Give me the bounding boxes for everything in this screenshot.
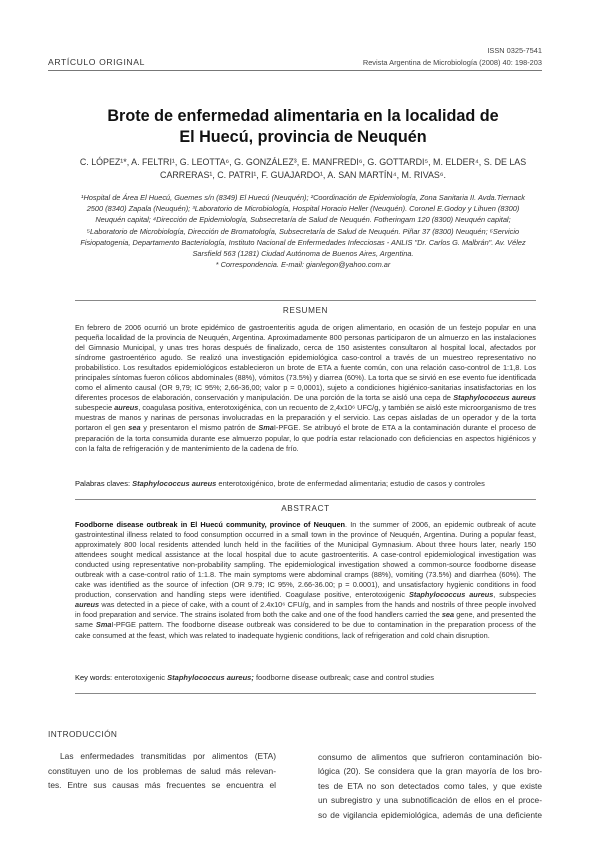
abstract-text-4: gene, and presented the same bbox=[75, 610, 536, 630]
title-line: El Huecú, provincia de Neuquén bbox=[179, 128, 427, 146]
resumen-enzyme: Sma bbox=[258, 423, 274, 433]
resumen-text bbox=[75, 323, 536, 454]
key-words-species: Staphylococcus aureus; bbox=[167, 673, 254, 682]
abstract-text bbox=[75, 520, 536, 641]
resumen-heading: RESUMEN bbox=[282, 306, 329, 315]
palabras-clave-label: Palabras claves: bbox=[75, 479, 131, 488]
abstract-text-2: , subspecies bbox=[493, 590, 536, 600]
abstract-lead-title: Foodborne disease outbreak in El Huecú community, province of Neuquen bbox=[75, 520, 346, 529]
header-rule bbox=[48, 70, 542, 71]
issn: ISSN 0325-7541 bbox=[487, 46, 542, 55]
resumen-species-1: Staphylococcus aureus bbox=[453, 393, 536, 403]
abstract-enzyme: Sma bbox=[95, 620, 112, 630]
key-words bbox=[75, 673, 536, 683]
body-line: Las enfermedades transmitidas por alimentos (ETA) bbox=[60, 751, 276, 762]
palabras-clave bbox=[75, 479, 536, 489]
body-column-left bbox=[48, 727, 276, 793]
affiliation-text: ¹Hospital de Área El Huecú, Guemes s/n (8349) El Huecú (Neuquén); ²Coordinación de Epidemiología, Zona Sanitaria II. Avda.Tiernack 2500 (8340) Zapala (Neuquén); ³Laboratorio de Microbiología, Hospital Horacio Heller (Neuquén). Coronel E.Godoy y Lihuen (8300) Neuquén capital; ⁴Dirección de Epidemiología, Subsecretaría de Salud de Neuquén. Fotheringam 120 (8300) Neuquén capital; ⁵Laboratorio de Microbiología, Dirección de Bromatología, Subsecretaría de Salud de Neuquén. Piñar 37 (8300) Neuquén; ⁶Servicio Fisiopatogenia, Departamento Bacteriología, Instituto Nacional de Enfermedades Infecciosas - ANLIS "Dr. Carlos G. Malbrán". Av. Vélez Sarsfield 563 (1281) Ciudad Autónoma de Buenos Aires, Argentina. bbox=[80, 193, 526, 259]
journal-header bbox=[363, 45, 542, 69]
body-line: tes de ETA no son detectados como tales, y que existe bbox=[318, 780, 542, 791]
author-list bbox=[58, 156, 548, 181]
resumen-species-2: aureus bbox=[114, 403, 139, 413]
resumen-text-2: subespecie bbox=[75, 403, 115, 413]
resumen-text-5: I-PFGE. Se atribuyó el brote de ETA a la contaminación durante el proceso de preparación de la torta consumida durante ese almuerzo popular, lo que podría estar relacionado con deficiencias en aspectos higiénicos y con la falta de refrigeración y de mantenimiento de la cadena de frío. bbox=[75, 423, 536, 453]
body-line: un subregistro y una subnotificación de ellos en el proce- bbox=[318, 795, 542, 806]
body-line: lógica (20). Se considera que la gran mayoría de los bro- bbox=[318, 766, 542, 777]
author-line: C. LÓPEZ¹*, A. FELTRI¹, G. LEOTTA⁶, G. GONZÁLEZ³, E. MANFREDI⁶, G. GOTTARDI⁵, M. ELDER⁴, S. DE LAS bbox=[79, 157, 527, 167]
key-words-label: Key words: bbox=[75, 673, 113, 682]
abstract-text-1: . In the summer of 2006, an epidemic outbreak of acute gastrointestinal illness related to food consumption occurred in a small town in the province of Neuquén, Argentina. During a popular feast, approximately 800 local residents attended lunch held in the facilities of the Municipal Gymnasium. About three hours later, nearly 150 attendees sought medical assistance at the local hospital due to acute gastroenteritis. A case-control epidemiological investigation was conducted using representative non-probability sampling. The epidemiological investigation showed a common-source foodborne disease outbreak with a case-control ratio of 1:1.8. The main symptoms were abdominal cramps (88%), vomiting (73.5%) and diarrhea (60%). The cake was identified as the source of infection (OR 9.79; IC 95%, 2.66-36.00; p = 0.0001), and unsatisfactory hygienic conditions in food production, conservation and handling steps were identified. Coagulase positive, enterotoxigenic bbox=[75, 520, 537, 600]
resumen-text-4: y presentaron el mismo patrón de bbox=[140, 423, 259, 433]
resumen-rule bbox=[75, 300, 536, 301]
journal-citation: Revista Argentina de Microbiología (2008) 40: 198-203 bbox=[362, 58, 542, 67]
body-line: tes. Entre sus causas más frecuentes se encuentra el bbox=[48, 780, 276, 791]
section-label: ARTÍCULO ORIGINAL bbox=[48, 57, 145, 67]
author-line: CARRERAS¹, C. PATRI¹, F. GUAJARDO¹, A. SAN MARTÍN⁴, M. RIVAS⁶. bbox=[160, 169, 446, 180]
resumen-text-1: En febrero de 2006 ocurrió un brote epidémico de gastroenteritis aguda de origen alimentario, en ocasión de un festejo popular en una pequeña localidad de la provincia de Neuquén, Argentina. Aproximadamente 800 personas participaron de un almuerzo en las instalaciones del Gimnasio Municipal, y unas tres horas después de finalizado, cerca de 150 asistentes consultaron al hospital local, afectados por síndrome gastroentérico agudo. Se realizó una investigación epidemiológica caso-control a través de un muestreo representativo no probabilístico. Los resultados epidemiológicos establecieron un brote de ETA a fuente común, con una relación caso-control de 1:1,8. Los principales síntomas fueron cólicos abdominales (88%), vómitos (73.5%) y diarrea (60%). La torta que se sirvió en ese evento fue identificada como el alimento causal (OR 9,79; IC 95%; 2,66-36,00; valor p = 0,0001), sujeto a condiciones higiénico-sanitarias insatisfactorias en los diferentes procesos de elaboración, conservación y manipulación. De una porción de la torta se aisló una cepa de bbox=[75, 323, 536, 403]
abstract-text-5: I-PFGE pattern. The foodborne disease outbreak was considered to be due to contamination in the preparation process of the cake consumed at the feast, which was related to inadequate hygienic conditions, lack of refrigeration and cold chain disruption. bbox=[75, 620, 536, 640]
key-words-text-1: enterotoxigenic bbox=[112, 673, 168, 682]
resumen-text-3: , coagulasa positiva, enterotoxigénica, con un recuento de 2,4x10⁶ UFC/g, y también se aisló este microorganismo de tres muestras de manos y narinas de personas involucradas en la preparación y el servicio. Las cepas aisladas de un operador y de la torta portaron el gen bbox=[75, 403, 536, 433]
palabras-clave-species: Staphylococcus aureus bbox=[132, 479, 217, 488]
abstract-species-1: Staphylococcus aureus bbox=[408, 590, 494, 600]
body-line: constituyen uno de los problemas de salud más relevan- bbox=[48, 765, 276, 776]
key-words-text-2: foodborne disease outbreak; case and control studies bbox=[253, 673, 434, 682]
title-line: Brote de enfermedad alimentaria en la localidad de bbox=[107, 107, 499, 125]
abstract-rule bbox=[75, 499, 536, 500]
abstract-heading: ABSTRACT bbox=[281, 504, 330, 513]
abstract-species-2: aureus bbox=[75, 600, 100, 610]
abstract-gene: sea bbox=[441, 610, 455, 620]
abstract-text-3: was detected in a piece of cake, with a count of 2.4x10⁶ CFU/g, and in samples from the hands and nostrils of three people involved in food preparation and service. The strains isolated from both the cake and one of the food handlers carried the bbox=[75, 600, 536, 620]
abstract-bottom-rule bbox=[75, 693, 536, 694]
body-line: consumo de alimentos que sufrieron contaminación bio- bbox=[318, 752, 542, 762]
resumen-gene: sea bbox=[128, 423, 141, 433]
body-line: so de vigilancia epidemiológica, además de una deficiente bbox=[318, 809, 542, 820]
affiliations bbox=[78, 192, 528, 270]
correspondence: * Correspondencia. E-mail: gianlegon@yahoo.com.ar bbox=[215, 260, 391, 270]
body-column-right bbox=[318, 750, 542, 822]
article-title bbox=[60, 106, 546, 148]
introduccion-heading: INTRODUCCIÓN bbox=[48, 729, 118, 739]
palabras-clave-text: enterotoxigénico, brote de enfermedad alimentaria; estudio de casos y controles bbox=[216, 479, 485, 488]
